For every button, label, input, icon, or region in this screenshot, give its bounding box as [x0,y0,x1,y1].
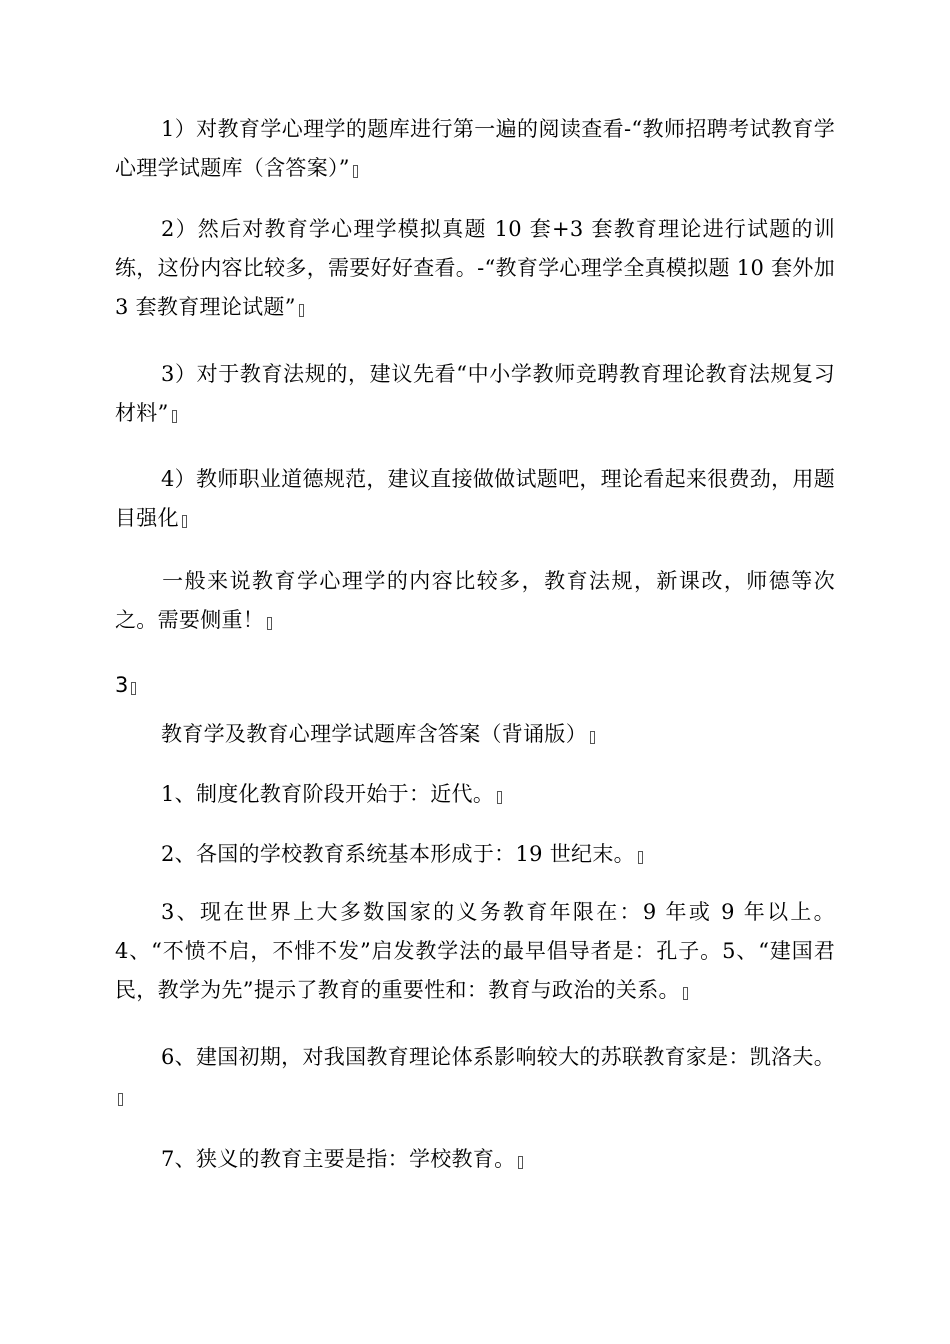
paragraph-3 [115,355,835,433]
section-number [115,670,136,700]
paragraph-mark-icon [118,1093,123,1106]
paragraph-mark-icon [497,791,502,804]
section-title [115,715,835,754]
paragraph-mark-icon [638,851,643,864]
list-item [115,1038,835,1116]
paragraph-5 [115,562,835,640]
list-item [115,775,835,814]
section-number-text: 3 [115,673,129,697]
paragraph-mark-icon [131,682,136,695]
list-item-text: 3、现在世界上大多数国家的义务教育年限在：9 年或 9 年以上。4、“不愤不启，不悱不发”启发教学法的最早倡导者是：孔子。5、“建国君民，教学为先”提示了教育的重要性和：教育与政治的关系。 [115,900,835,1002]
paragraph-mark-icon [353,165,358,178]
paragraph-mark-icon [590,731,595,744]
paragraph-mark-icon [683,987,688,1000]
list-item [115,835,835,874]
paragraph-mark-icon [172,410,177,423]
list-item-text: 1、制度化教育阶段开始于：近代。 [161,782,495,806]
paragraph-mark-icon [267,617,272,630]
paragraph-1 [115,110,835,188]
paragraph-text: 3）对于教育法规的，建议先看“中小学教师竞聘教育理论教育法规复习材料” [115,362,835,425]
paragraph-2 [115,210,835,327]
paragraph-text: 4）教师职业道德规范，建议直接做做试题吧，理论看起来很费劲，用题目强化 [115,467,835,530]
section-title-text: 教育学及教育心理学试题库含答案（背诵版） [161,722,587,746]
paragraph-text: 2）然后对教育学心理学模拟真题 10 套+3 套教育理论进行试题的训练，这份内容比较多，需要好好查看。-“教育学心理学全真模拟题 10 套外加 3 套教育理论试题” [115,217,836,319]
paragraph-mark-icon [518,1156,523,1169]
paragraph-mark-icon [299,304,304,317]
list-item [115,1140,835,1179]
paragraph-text: 一般来说教育学心理学的内容比较多，教育法规，新课改，师德等次之。需要侧重！ [115,569,835,632]
list-item-text: 7、狭义的教育主要是指：学校教育。 [161,1147,516,1171]
paragraph-mark-icon [182,515,187,528]
list-item-text: 2、各国的学校教育系统基本形成于：19 世纪末。 [161,842,635,866]
list-item [115,893,835,1010]
paragraph-4 [115,460,835,538]
list-item-text: 6、建国初期，对我国教育理论体系影响较大的苏联教育家是：凯洛夫。 [161,1045,835,1069]
paragraph-text: 1）对教育学心理学的题库进行第一遍的阅读查看-“教师招聘考试教育学心理学试题库（含答案）” [115,117,835,180]
